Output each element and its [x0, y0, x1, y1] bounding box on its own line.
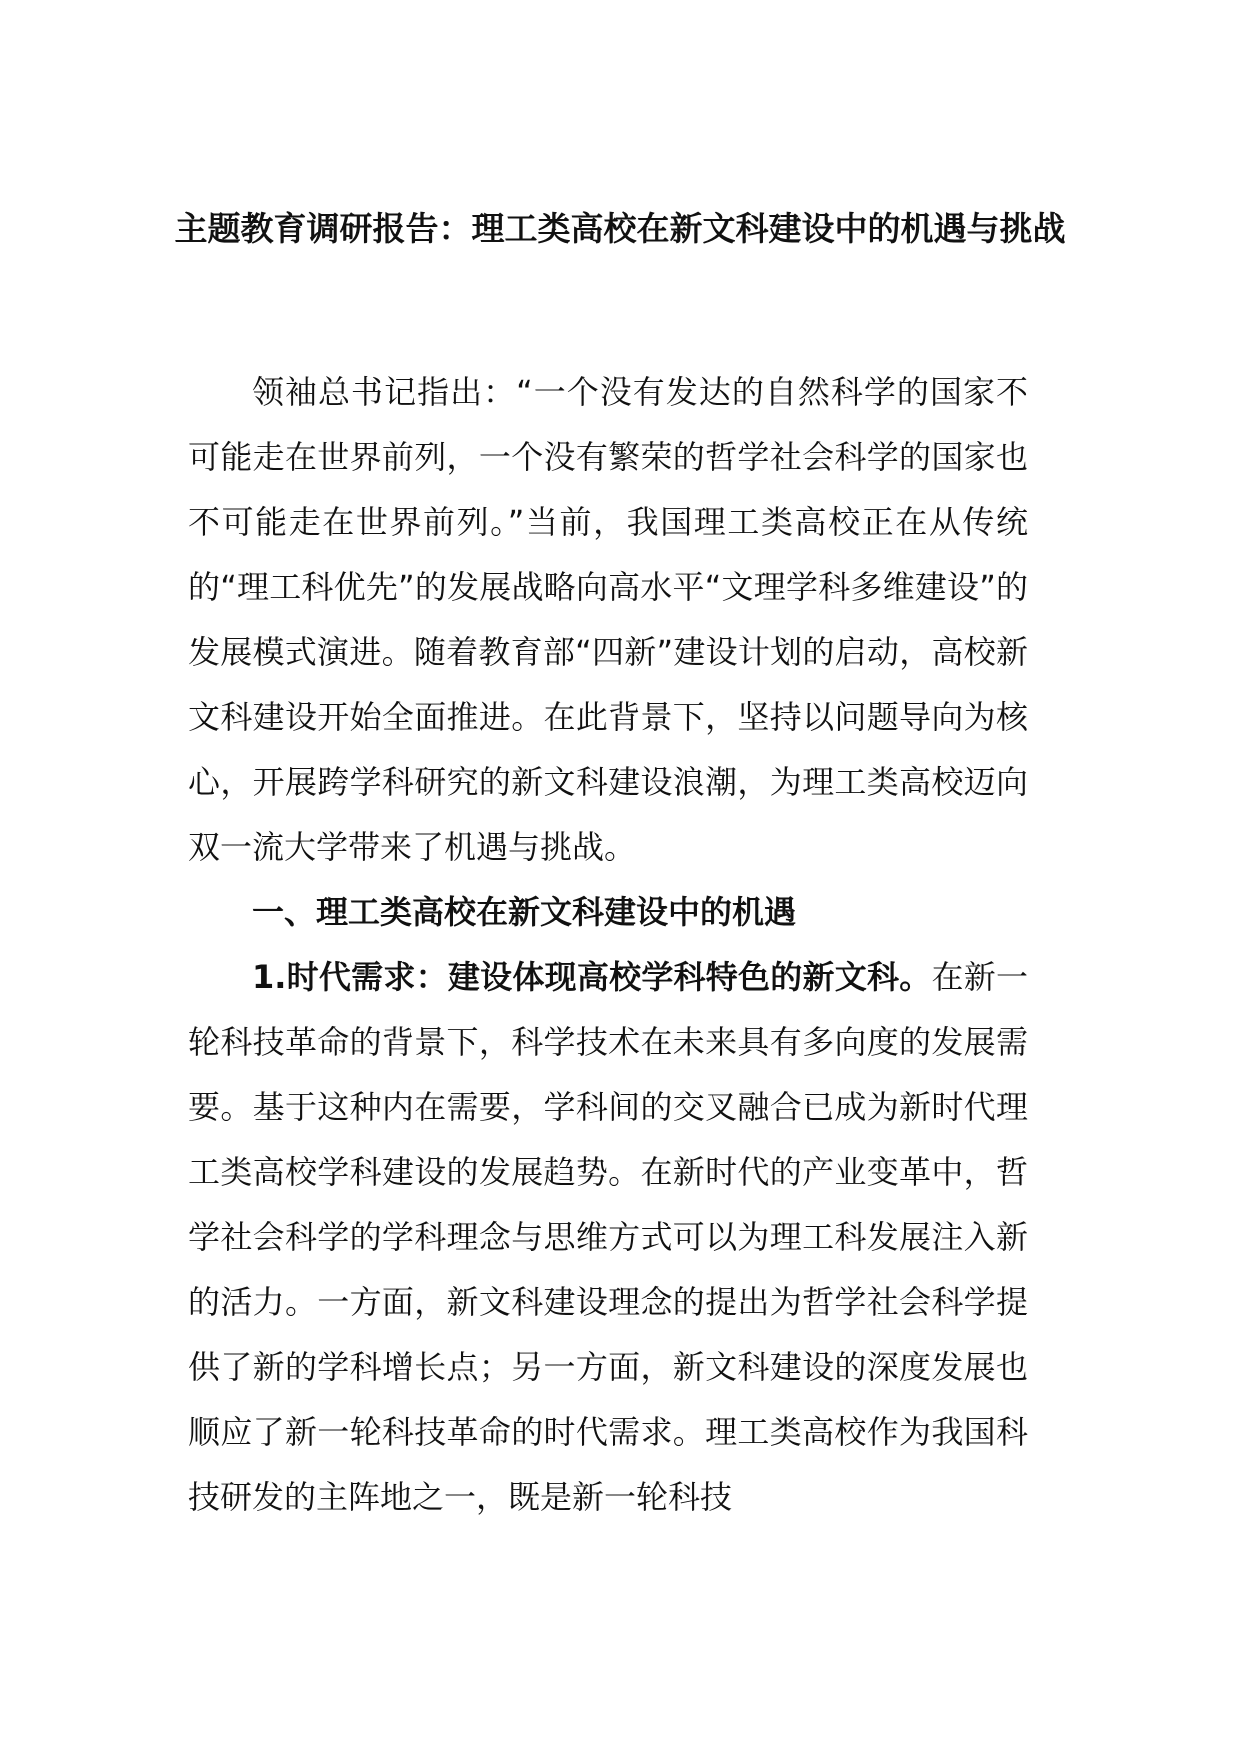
document-title: 主题教育调研报告：理工类高校在新文科建设中的机遇与挑战: [174, 209, 1066, 248]
subsection-text: 在新一轮科技革命的背景下，科学技术在未来具有多向度的发展需要。基于这种内在需要，学科间的交叉融合已成为新时代理工类高校学科建设的发展趋势。在新时代的产业变革中，哲学社会科学的学科理念与思维方式可以为理工科发展注入新的活力。一方面，新文科建设理念的提出为哲学社会科学提供了新的学科增长点；另一方面，新文科建设的深度发展也顺应了新一轮科技革命的时代需求。理工类高校作为我国科技研发的主阵地之一，既是新一轮科技: [188, 958, 1028, 1516]
intro-paragraph: 领袖总书记指出：“一个没有发达的自然科学的国家不可能走在世界前列，一个没有繁荣的哲学社会科学的国家也不可能走在世界前列。”当前，我国理工类高校正在从传统的“理工科优先”的发展战略向高水平“文理学科多维建设”的发展模式演进。随着教育部“四新”建设计划的启动，高校新文科建设开始全面推进。在此背景下，坚持以问题导向为核心，开展跨学科研究的新文科建设浪潮，为理工类高校迈向双一流大学带来了机遇与挑战。: [188, 373, 1028, 866]
subsection-paragraph: [188, 945, 1028, 1530]
document-body: [188, 360, 1028, 1530]
section-heading: 一、理工类高校在新文科建设中的机遇: [252, 893, 797, 931]
subsection-lead: 1.时代需求：建设体现高校学科特色的新文科。: [252, 958, 932, 996]
